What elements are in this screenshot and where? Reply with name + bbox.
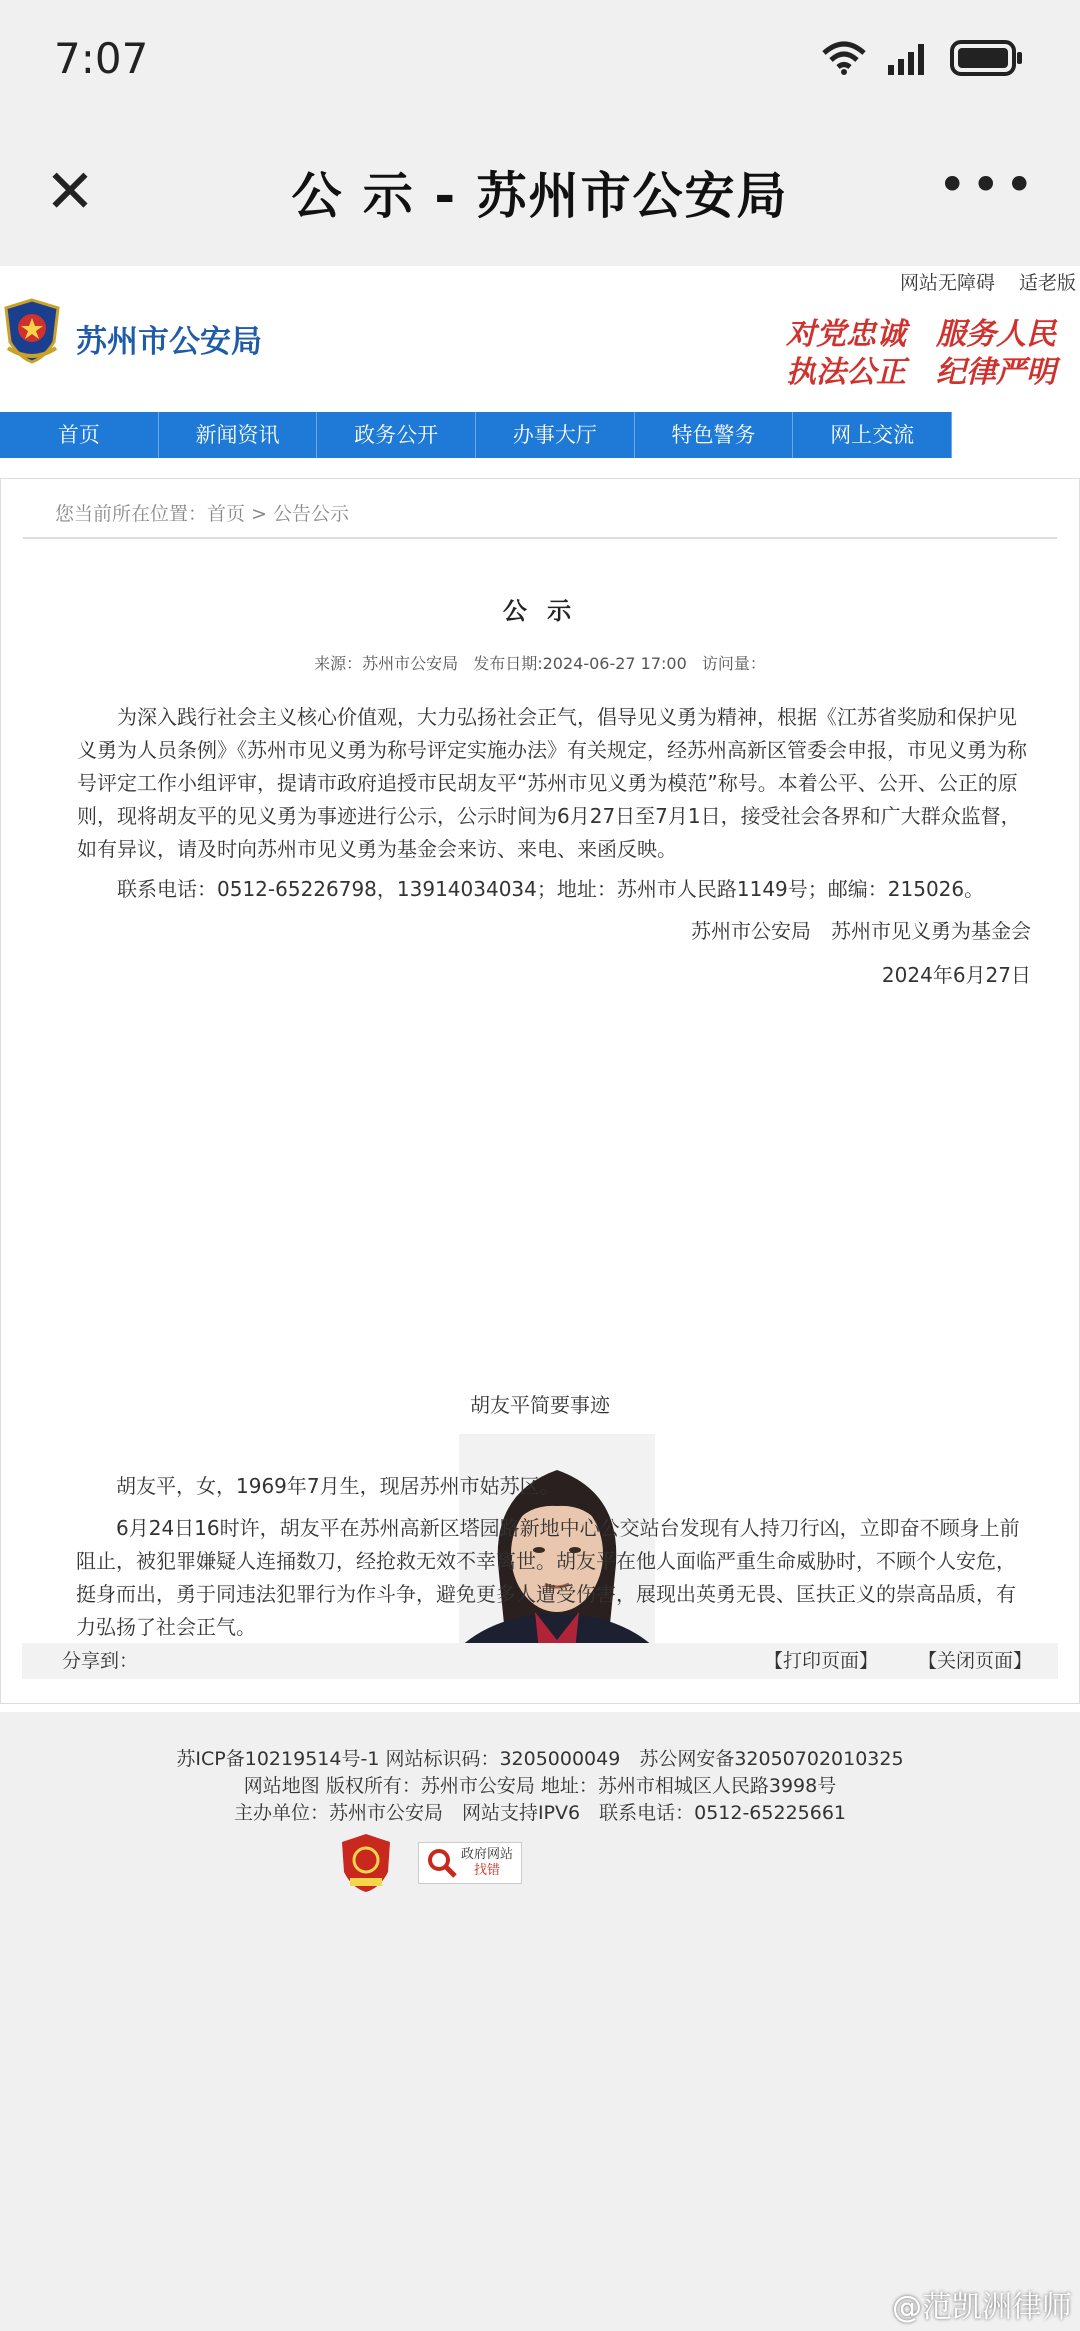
slogan-line-2: 执法公正 纪律严明	[786, 355, 1056, 390]
watermark: @范凯洲律师	[892, 2290, 1072, 2325]
share-bar	[22, 1643, 1058, 1679]
article-paragraph-contact: 联系电话：0512-65226798，13914034034；地址：苏州市人民路1149号；邮编：215026。	[117, 877, 985, 901]
status-bar	[0, 0, 1080, 120]
badge-text-2: 找错	[474, 1863, 501, 1878]
nav-home[interactable]: 首页	[0, 412, 159, 458]
more-icon[interactable]: •••	[937, 156, 1038, 214]
government-website-error-badge[interactable]	[418, 1842, 522, 1884]
wifi-icon	[822, 41, 866, 75]
elder-version-link[interactable]: 适老版	[1018, 272, 1076, 294]
accessibility-link[interactable]: 网站无障碍	[899, 272, 995, 294]
footer-line-1: 苏ICP备10219514号-1 网站标识码：3205000049 苏公网安备32050702010325	[176, 1748, 904, 1770]
footer-line-2: 网站地图 版权所有：苏州市公安局 地址：苏州市相城区人民路3998号	[243, 1775, 837, 1797]
signal-icon	[886, 41, 930, 75]
battery-icon	[950, 40, 1024, 76]
footer	[0, 1746, 1080, 1827]
main-nav	[0, 412, 952, 458]
nav-online-exchange[interactable]: 网上交流	[793, 412, 952, 458]
police-emblem-icon	[2, 298, 62, 364]
site-name: 苏州市公安局	[76, 324, 262, 360]
close-page-button[interactable]: 【关闭页面】	[917, 1650, 1032, 1672]
print-page-button[interactable]: 【打印页面】	[763, 1650, 878, 1672]
signature-date: 2024年6月27日	[881, 963, 1031, 987]
magnifier-icon	[427, 1848, 457, 1878]
breadcrumb	[55, 499, 349, 526]
page-actions	[764, 1643, 1032, 1679]
article-paragraph-1: 为深入践行社会主义核心价值观，大力弘扬社会正气，倡导见义勇为精神，根据《江苏省奖励和保护见义勇为人员条例》《苏州市见义勇为称号评定实施办法》有关规定，经苏州高新区管委会申报，市见义勇为称号评定工作小组评审，提请市政府追授市民胡友平“苏州市见义勇为模范”称号。本着公平、公开、公正的原则，现将胡友平的见义勇为事迹进行公示，公示时间为6月27日至7月1日，接受社会各界和广大群众监督，如有异议，请及时向苏州市见义勇为基金会来访、来电、来函反映。	[77, 705, 1027, 861]
breadcrumb-prefix: 您当前所在位置：	[55, 503, 208, 525]
slogan-line-1: 对党忠诚 服务人民	[786, 317, 1056, 352]
breadcrumb-current[interactable]: 公告公示	[273, 503, 350, 525]
close-icon[interactable]: ✕	[44, 157, 96, 227]
divider	[23, 537, 1057, 539]
nav-special-policing[interactable]: 特色警务	[635, 412, 794, 458]
slogan	[736, 316, 1056, 392]
article-date: 发布日期:2024-06-27 17:00	[473, 654, 687, 673]
footer-line-3: 主办单位：苏州市公安局 网站支持IPV6 联系电话：0512-65225661	[233, 1802, 847, 1824]
footer-badges	[340, 1832, 522, 1894]
article-meta	[1, 651, 1079, 674]
article-source: 来源：苏州市公安局	[314, 654, 459, 673]
party-government-badge-icon[interactable]	[340, 1832, 392, 1894]
badge-text-1: 政府网站	[461, 1847, 514, 1862]
title-bar	[0, 120, 1080, 266]
nav-news[interactable]: 新闻资讯	[159, 412, 318, 458]
website	[0, 266, 1080, 1712]
status-time: 7:07	[54, 34, 149, 83]
biography-subtitle: 胡友平简要事迹	[470, 1393, 610, 1417]
article-title: 公 示	[502, 597, 578, 625]
signature-organizations: 苏州市公安局 苏州市见义勇为基金会	[691, 919, 1031, 943]
share-label: 分享到：	[62, 1650, 139, 1672]
breadcrumb-separator: >	[251, 503, 267, 525]
biography-paragraph-1: 胡友平，女，1969年7月生，现居苏州市姑苏区。	[116, 1474, 560, 1498]
page-title: 公 示 - 苏州市公安局	[291, 167, 789, 225]
top-links	[900, 266, 1080, 300]
article-visits: 访问量：	[701, 654, 766, 673]
breadcrumb-home[interactable]: 首页	[207, 503, 246, 525]
biography-paragraph-2: 6月24日16时许，胡友平在苏州高新区塔园路新地中心公交站台发现有人持刀行凶，立即奋不顾身上前阻止，被犯罪嫌疑人连捅数刀，经抢救无效不幸离世。胡友平在他人面临严重生命威胁时，不顾个人安危，挺身而出，勇于同违法犯罪行为作斗争，避免更多人遭受伤害，展现出英勇无畏、匡扶正义的崇高品质，有力弘扬了社会正气。	[76, 1516, 1020, 1639]
status-icons	[822, 40, 1024, 76]
nav-service-hall[interactable]: 办事大厅	[476, 412, 635, 458]
nav-government-affairs[interactable]: 政务公开	[317, 412, 476, 458]
